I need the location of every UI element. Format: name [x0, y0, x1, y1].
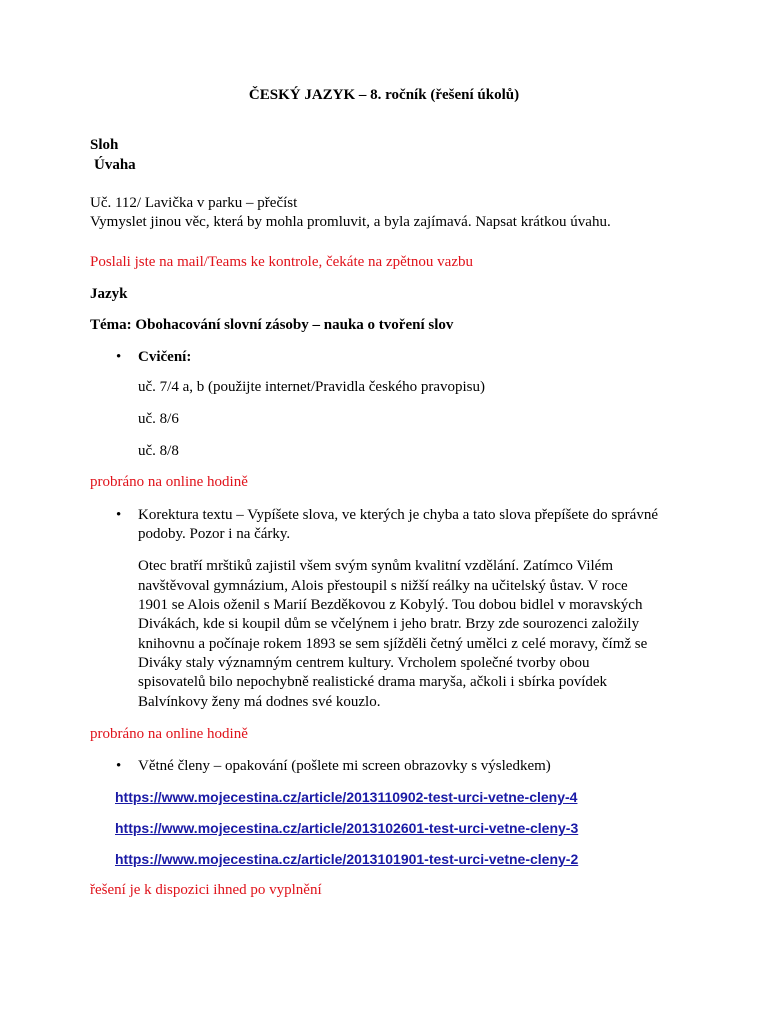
exercise-item: uč. 8/6	[138, 411, 179, 427]
text-line: navštěvoval gymnázium, Alois přestoupil s nižší reálky na učitelský ůstav. V roce	[138, 578, 628, 594]
sloh-task-description: Vymyslet jinou věc, která by mohla promluvit, a byla zajímavá. Napsat krátkou úvahu.	[90, 214, 611, 230]
status-note: probráno na online hodině	[90, 474, 248, 490]
exercise-item: uč. 8/8	[138, 443, 179, 459]
text-line: spisovatelů bilo nepochybně realistické drama maryša, ačkoli i sbírka povídek	[138, 674, 608, 690]
text-line: Balvínkovy ženy má dodnes své kouzlo.	[138, 694, 381, 710]
topic-line: Téma: Obohacování slovní zásoby – nauka o tvoření slov	[90, 317, 454, 333]
exercise-label: Cvičení:	[138, 349, 192, 365]
status-note: probráno na online hodině	[90, 726, 248, 742]
sloh-status: Poslali jste na mail/Teams ke kontrole, čekáte na zpětnou vazbu	[90, 254, 473, 270]
test-link-3[interactable]: https://www.mojecestina.cz/article/2013102601-test-urci-vetne-cleny-3	[115, 820, 579, 836]
test-link-2[interactable]: https://www.mojecestina.cz/article/2013101901-test-urci-vetne-cleny-2	[115, 851, 579, 867]
text-line: Divákách, kde si koupil dům se včelýnem i jeho bratr. Brzy zde sourozenci založily	[138, 616, 640, 632]
section-heading-sloh: Sloh	[90, 137, 119, 153]
bullet-icon: •	[116, 758, 122, 774]
text-line: Otec bratří mrštiků zajistil všem svým synům kvalitní vzdělání. Zatímco Vilém	[138, 558, 613, 574]
test-link-4[interactable]: https://www.mojecestina.cz/article/2013110902-test-urci-vetne-cleny-4	[115, 789, 578, 805]
exercise-item: uč. 7/4 a, b (použijte internet/Pravidla českého pravopisu)	[138, 379, 485, 395]
page-title: ČESKÝ JAZYK – 8. ročník (řešení úkolů)	[248, 87, 520, 103]
text-line: 1901 se Alois oženil s Marií Bezděkovou z Kobylý. Tou dobou bidlel v moravských	[138, 597, 643, 613]
text-line: Diváky staly významným centrem kultury. Vrcholem společné tvorby obou	[138, 655, 590, 671]
section-subheading-uvaha: Úvaha	[94, 157, 136, 173]
text-line: knihovnu a počínaje rokem 1893 se sem sjížděli četný umělci z celé moravy, čímž se	[138, 636, 648, 652]
vetne-cleny-task: Větné členy – opakování (pošlete mi screen obrazovky s výsledkem)	[138, 758, 551, 774]
sloh-task-line: Uč. 112/ Lavička v parku – přečíst	[90, 195, 298, 211]
bullet-icon: •	[116, 349, 122, 365]
section-heading-jazyk: Jazyk	[90, 286, 128, 302]
bullet-icon: •	[116, 507, 122, 523]
status-note: řešení je k dispozici ihned po vyplnění	[90, 882, 322, 898]
korektura-instructions: Korektura textu – Vypíšete slova, ve kterých je chyba a tato slova přepíšete do správné	[138, 507, 658, 523]
korektura-instructions-cont: podoby. Pozor i na čárky.	[138, 526, 291, 542]
